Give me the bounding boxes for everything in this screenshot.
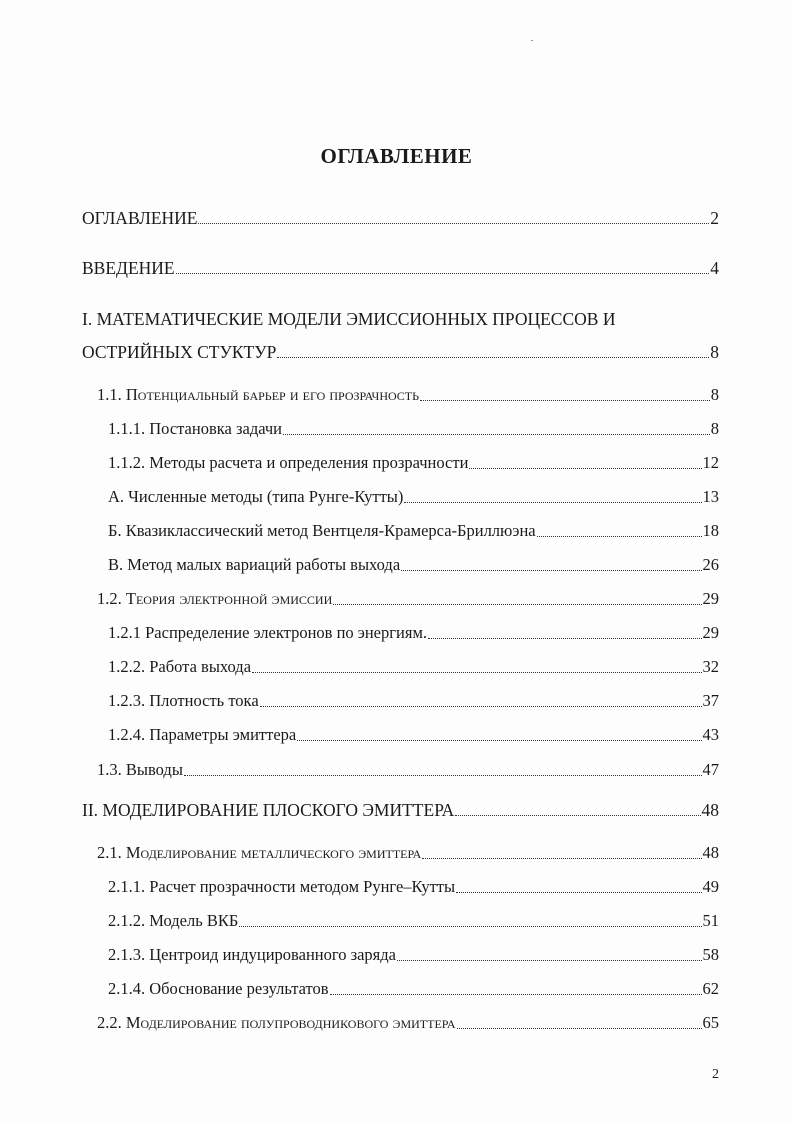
toc-entry[interactable]: [97, 384, 719, 406]
toc-leader: [455, 815, 700, 816]
toc-entry[interactable]: [108, 554, 719, 576]
toc-entry[interactable]: [97, 588, 719, 610]
toc-entry-text: 1.2.4. Параметры эмиттера: [108, 725, 297, 744]
toc-entry-page: 58: [702, 945, 719, 964]
toc-entry-text: 1.2.1 Распределение электронов по энергиям.: [108, 623, 428, 642]
toc-entry-text: 2.1. Моделирование металлического эмиттера: [97, 843, 422, 862]
toc-entry-page: 49: [702, 877, 719, 896]
toc-leader: [428, 638, 701, 639]
toc-entry-text: Б. Квазиклассический метод Вентцеля-Крамерса-Бриллюэна: [108, 521, 536, 540]
toc-leader: [404, 502, 701, 503]
toc-entry[interactable]: [108, 690, 719, 712]
toc-leader: [260, 706, 702, 707]
toc-entry-text: 1.3. Выводы: [97, 760, 183, 779]
toc-entry-text: 1.2.2. Работа выхода: [108, 657, 252, 676]
toc-entry-page: 26: [702, 555, 719, 574]
toc-entry[interactable]: [82, 257, 719, 279]
toc-entry[interactable]: [108, 452, 719, 474]
toc-leader: [420, 400, 710, 401]
toc-entry-text: В. Метод малых вариаций работы выхода: [108, 555, 401, 574]
toc-entry-text: 2.1.4. Обоснование результатов: [108, 979, 329, 998]
toc-entry-text: 1.1.1. Постановка задачи: [108, 419, 282, 438]
toc-entry-text: ОГЛАВЛЕНИЕ: [82, 208, 198, 228]
toc-entry[interactable]: [108, 418, 719, 440]
page-title: ОГЛАВЛЕНИЕ: [320, 144, 473, 168]
toc-entry-page: 37: [702, 691, 719, 710]
toc-entry[interactable]: [82, 799, 719, 821]
toc-entry-page: 29: [702, 589, 719, 608]
toc-leader: [457, 1028, 702, 1029]
toc-entry[interactable]: [108, 656, 719, 678]
page-number: 2: [712, 1067, 719, 1082]
toc-entry-page: 51: [702, 911, 719, 930]
toc-leader: [283, 434, 710, 435]
toc-entry-page: 43: [702, 725, 719, 744]
toc-entry-page: 8: [710, 385, 719, 404]
toc-entry[interactable]: [108, 978, 719, 1000]
toc-entry[interactable]: [97, 1012, 719, 1034]
toc-entry-page: 65: [702, 1013, 719, 1032]
toc-leader: [176, 273, 710, 274]
toc-entry[interactable]: [82, 308, 615, 330]
toc-leader: [277, 357, 709, 358]
toc-entry[interactable]: [108, 944, 719, 966]
toc-entry[interactable]: [82, 341, 719, 363]
toc-entry-text: А. Численные методы (типа Рунге-Кутты): [108, 487, 404, 506]
toc-entry-text: 2.2. Моделирование полупроводникового эмиттера: [97, 1013, 456, 1032]
toc-entry-page: 8: [710, 419, 719, 438]
toc-leader: [397, 960, 702, 961]
toc-entry[interactable]: [97, 759, 719, 781]
toc-entry[interactable]: [108, 622, 719, 644]
toc-entry[interactable]: [108, 486, 719, 508]
toc-entry-page: 2: [710, 208, 719, 228]
toc-leader: [333, 604, 701, 605]
toc-entry[interactable]: [82, 207, 719, 229]
toc-entry-text: 2.1.2. Модель ВКБ: [108, 911, 239, 930]
toc-entry-page: 4: [710, 258, 719, 278]
toc-entry[interactable]: [97, 842, 719, 864]
toc-entry-text: 2.1.3. Центроид индуцированного заряда: [108, 945, 396, 964]
toc-leader: [469, 468, 701, 469]
toc-leader: [537, 536, 702, 537]
toc-entry[interactable]: [108, 724, 719, 746]
toc-entry-page: 8: [710, 342, 719, 362]
toc-leader: [252, 672, 701, 673]
toc-entry-page: 62: [702, 979, 719, 998]
toc-entry-text: ОСТРИЙНЫХ СТУКТУР: [82, 342, 277, 362]
toc-entry[interactable]: [108, 520, 719, 542]
toc-leader: [422, 858, 701, 859]
toc-leader: [184, 775, 702, 776]
toc-entry[interactable]: [108, 876, 719, 898]
toc-entry-page: 48: [701, 800, 719, 820]
toc-entry-page: 18: [702, 521, 719, 540]
toc-entry-page: 12: [702, 453, 719, 472]
toc-leader: [198, 223, 709, 224]
toc-leader: [330, 994, 702, 995]
toc-entry-text: ВВЕДЕНИЕ: [82, 258, 175, 278]
toc-entry-text: II. МОДЕЛИРОВАНИЕ ПЛОСКОГО ЭМИТТЕРА: [82, 800, 455, 820]
toc-leader: [297, 740, 701, 741]
toc-leader: [456, 892, 701, 893]
toc-leader: [239, 926, 701, 927]
toc-entry[interactable]: [108, 910, 719, 932]
toc-entry-page: 48: [702, 843, 719, 862]
toc-entry-text: I. МАТЕМАТИЧЕСКИЕ МОДЕЛИ ЭМИССИОННЫХ ПРОЦЕССОВ И: [82, 309, 616, 329]
toc-entry-page: 47: [702, 760, 719, 779]
toc-entry-page: 32: [702, 657, 719, 676]
toc-entry-text: 2.1.1. Расчет прозрачности методом Рунге–Кутты: [108, 877, 456, 896]
toc-entry-text: 1.2. Теория электронной эмиссии: [97, 589, 333, 608]
toc-entry-page: 13: [702, 487, 719, 506]
toc-entry-text: 1.2.3. Плотность тока: [108, 691, 259, 710]
toc-entry-text: 1.1. Потенциальный барьер и его прозрачность: [97, 385, 420, 404]
toc-leader: [401, 570, 701, 571]
toc-entry-text: 1.1.2. Методы расчета и определения прозрачности: [108, 453, 469, 472]
toc-entry-page: 29: [702, 623, 719, 642]
